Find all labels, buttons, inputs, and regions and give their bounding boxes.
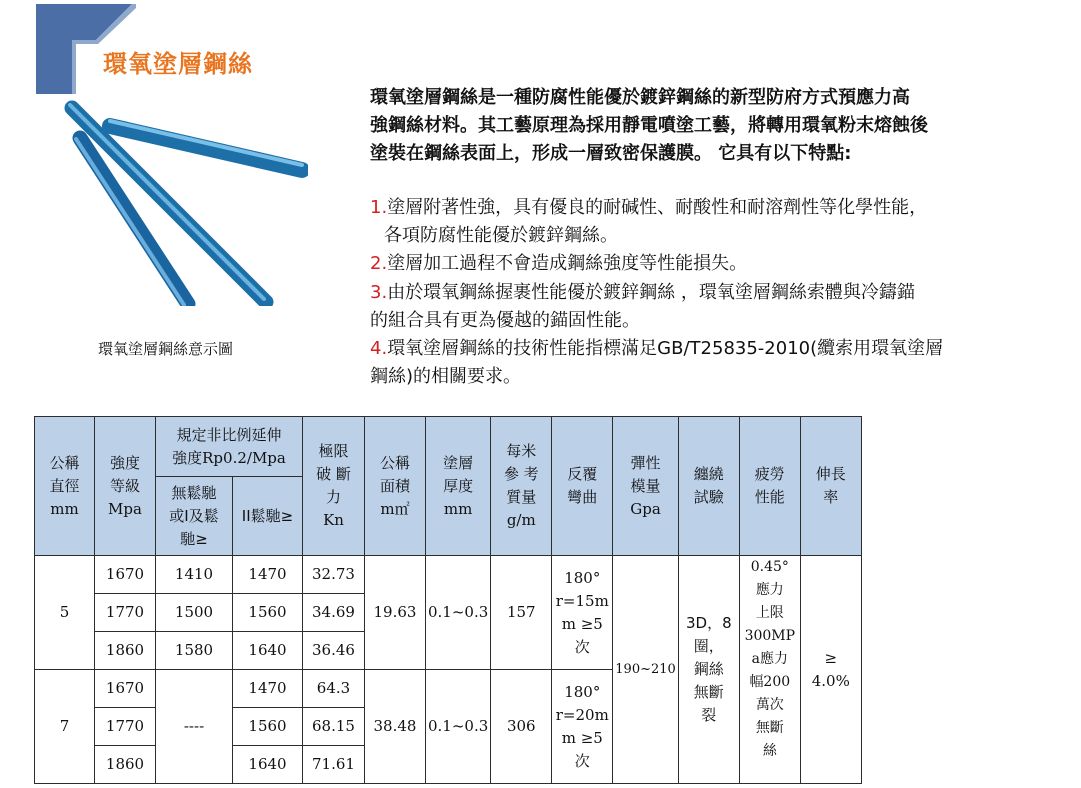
header-text: 力 — [325, 488, 341, 506]
cell-rp-relax-ii: 1470 — [233, 556, 303, 594]
header-winding — [678, 417, 739, 556]
feature-item-3 — [370, 279, 1060, 335]
feature-item-4 — [370, 335, 1060, 391]
cell-text: 鋼絲 — [693, 660, 724, 678]
cell-rp-no-relax: 1410 — [156, 556, 233, 594]
header-mass — [491, 417, 552, 556]
header-text: 性能 — [754, 488, 785, 506]
header-text: 破 斷 — [316, 465, 351, 483]
header-rp02-relax-ii: II鬆馳≥ — [233, 477, 303, 556]
header-text: 等級 — [109, 476, 140, 495]
header-strength — [95, 417, 156, 556]
header-text: 強度 — [109, 453, 140, 472]
header-elongation — [800, 417, 861, 556]
cell-rp-relax-ii: 1560 — [233, 708, 303, 746]
header-rp02 — [156, 417, 303, 477]
header-text: 彈性 — [630, 453, 661, 472]
header-text: 參 考 — [503, 465, 539, 483]
feature-number: 2. — [370, 253, 388, 275]
feature-number: 4. — [370, 338, 388, 360]
feature-list — [370, 194, 1060, 391]
header-text: 規定非比例延伸 — [176, 425, 282, 444]
cell-area: 19.63 — [365, 556, 426, 670]
header-text: 公稱 — [49, 453, 80, 472]
page-title: 環氧塗層鋼絲 — [103, 50, 253, 78]
cell-text: 幅200 — [749, 674, 791, 690]
feature-item-2 — [370, 250, 1060, 278]
cell-strength: 1770 — [95, 594, 156, 632]
cell-text: 絲 — [762, 743, 777, 759]
cell-diameter: 7 — [35, 670, 95, 784]
intro-paragraph — [370, 84, 1035, 168]
cell-winding — [678, 556, 739, 784]
cell-text: 3D，8 — [685, 614, 732, 632]
header-text: mm — [443, 499, 473, 518]
header-text: 每米 — [506, 442, 537, 460]
cell-strength: 1670 — [95, 670, 156, 708]
cell-rp-no-relax: ---- — [156, 670, 233, 784]
cell-text: 應力 — [755, 582, 784, 598]
header-break-force — [303, 417, 365, 556]
header-modulus — [613, 417, 679, 556]
cell-text: 4.0% — [811, 671, 850, 690]
header-text: 試驗 — [693, 488, 724, 506]
header-text: 無鬆馳 — [171, 483, 217, 502]
cell-text: r=15m — [555, 591, 609, 610]
cell-bend — [552, 556, 613, 670]
cell-rp-relax-ii: 1470 — [233, 670, 303, 708]
header-text: g/m — [506, 511, 536, 529]
header-text: 質量 — [506, 488, 537, 506]
spec-table — [34, 416, 862, 784]
cell-text: ≥ — [824, 648, 838, 667]
cell-break-force: 64.3 — [303, 670, 365, 708]
header-text: 公稱 — [379, 453, 410, 472]
feature-text: 鋼絲)的相關要求。 — [370, 366, 522, 388]
cell-elongation — [800, 556, 861, 784]
header-coating — [426, 417, 491, 556]
cell-text: 次 — [574, 751, 590, 770]
cell-rp-relax-ii: 1560 — [233, 594, 303, 632]
intro-line: 塗裝在鋼絲表面上，形成一層致密保護膜。 它具有以下特點: — [370, 143, 852, 164]
epoxy-coated-wire-illustration — [38, 84, 308, 306]
cell-text: 180° — [564, 682, 601, 701]
cell-area: 38.48 — [365, 670, 426, 784]
cell-text: 無斷 — [693, 683, 724, 701]
header-text: 極限 — [318, 442, 349, 460]
cell-bend — [552, 670, 613, 784]
feature-text: 塗層附著性強，具有優良的耐碱性、耐酸性和耐溶劑性等化學性能， — [387, 197, 928, 218]
cell-text: 萬次 — [755, 697, 784, 713]
cell-break-force: 36.46 — [303, 632, 365, 670]
cell-coating: 0.1~0.3 — [426, 556, 491, 670]
header-text: 伸長 — [815, 465, 846, 483]
cell-break-force: 68.15 — [303, 708, 365, 746]
cell-text: 次 — [574, 637, 590, 656]
feature-text: 塗層加工過程不會造成鋼絲強度等性能損失。 — [387, 253, 748, 275]
cell-rp-no-relax: 1500 — [156, 594, 233, 632]
cell-text: 180° — [564, 568, 601, 587]
cell-strength: 1860 — [95, 632, 156, 670]
cell-strength: 1670 — [95, 556, 156, 594]
cell-text: 300MP — [744, 628, 796, 644]
header-rp02-no-relax — [156, 477, 233, 556]
header-text: 模量 — [630, 476, 661, 495]
cell-strength: 1770 — [95, 708, 156, 746]
header-text: 直徑 — [49, 476, 80, 495]
cell-rp-relax-ii: 1640 — [233, 746, 303, 784]
header-area — [365, 417, 426, 556]
header-text: 纏繞 — [693, 465, 724, 483]
intro-line: 強鋼絲材料。其工藝原理為採用靜電噴塗工藝，將轉用環氧粉末熔蝕後 — [370, 115, 928, 136]
cell-mass: 157 — [491, 556, 552, 670]
cell-break-force: 71.61 — [303, 746, 365, 784]
feature-number: 3. — [370, 281, 388, 303]
header-text: Kn — [323, 511, 344, 529]
cell-rp-relax-ii: 1640 — [233, 632, 303, 670]
figure-caption: 環氧塗層鋼絲意示圖 — [98, 340, 234, 358]
cell-text: m ≥5 — [561, 728, 603, 747]
cell-text: 圈， — [693, 637, 724, 655]
header-diameter — [35, 417, 95, 556]
cell-rp-no-relax: 1580 — [156, 632, 233, 670]
header-text: 強度Rp0.2/Mpa — [172, 448, 286, 467]
cell-text: 裂 — [701, 706, 717, 724]
feature-text: 由於環氧鋼絲握裹性能優於鍍鋅鋼絲 ，環氧塗層鋼絲索體與冷鑄錨 — [387, 281, 915, 303]
feature-text: 各項防腐性能優於鍍鋅鋼絲。 — [384, 225, 618, 247]
cell-modulus: 190~210 — [613, 556, 679, 784]
header-text: Mpa — [108, 499, 142, 518]
header-text: 彎曲 — [567, 488, 598, 506]
feature-text: 的組合具有更為優越的錨固性能。 — [370, 309, 640, 331]
rod-2 — [110, 121, 302, 170]
header-text: 厚度 — [443, 476, 474, 495]
header-text: m㎡ — [380, 499, 410, 518]
header-text: 反覆 — [567, 465, 598, 483]
cell-coating: 0.1~0.3 — [426, 670, 491, 784]
cell-text: a應力 — [751, 651, 788, 667]
cell-text: 上限 — [755, 605, 784, 621]
cell-break-force: 34.69 — [303, 594, 365, 632]
cell-mass: 306 — [491, 670, 552, 784]
intro-line: 環氧塗層鋼絲是一種防腐性能優於鍍鋅鋼絲的新型防府方式預應力高 — [370, 87, 910, 108]
header-text: mm — [50, 499, 79, 518]
feature-text: 環氧塗層鋼絲的技術性能指標滿足GB/T25835-2010(纜索用環氧塗層 — [387, 338, 944, 360]
header-text: 或I及鬆 — [169, 506, 219, 525]
header-text: Gpa — [630, 499, 661, 518]
cell-break-force: 32.73 — [303, 556, 365, 594]
cell-strength: 1860 — [95, 746, 156, 784]
cell-diameter: 5 — [35, 556, 95, 670]
cell-text: 無斷 — [755, 720, 784, 736]
header-text: 疲勞 — [754, 465, 785, 483]
feature-number: 1. — [370, 197, 388, 218]
header-text: 馳≥ — [180, 529, 208, 548]
cell-text: 0.45° — [750, 559, 789, 575]
header-fatigue — [739, 417, 800, 556]
header-text: 塗層 — [443, 453, 474, 472]
feature-item-1 — [370, 194, 1060, 250]
cell-text: r=20m — [555, 705, 609, 724]
header-bend — [552, 417, 613, 556]
header-text: 率 — [823, 488, 839, 506]
cell-fatigue — [739, 556, 800, 784]
header-text: 面積 — [379, 476, 410, 495]
cell-text: m ≥5 — [561, 614, 603, 633]
